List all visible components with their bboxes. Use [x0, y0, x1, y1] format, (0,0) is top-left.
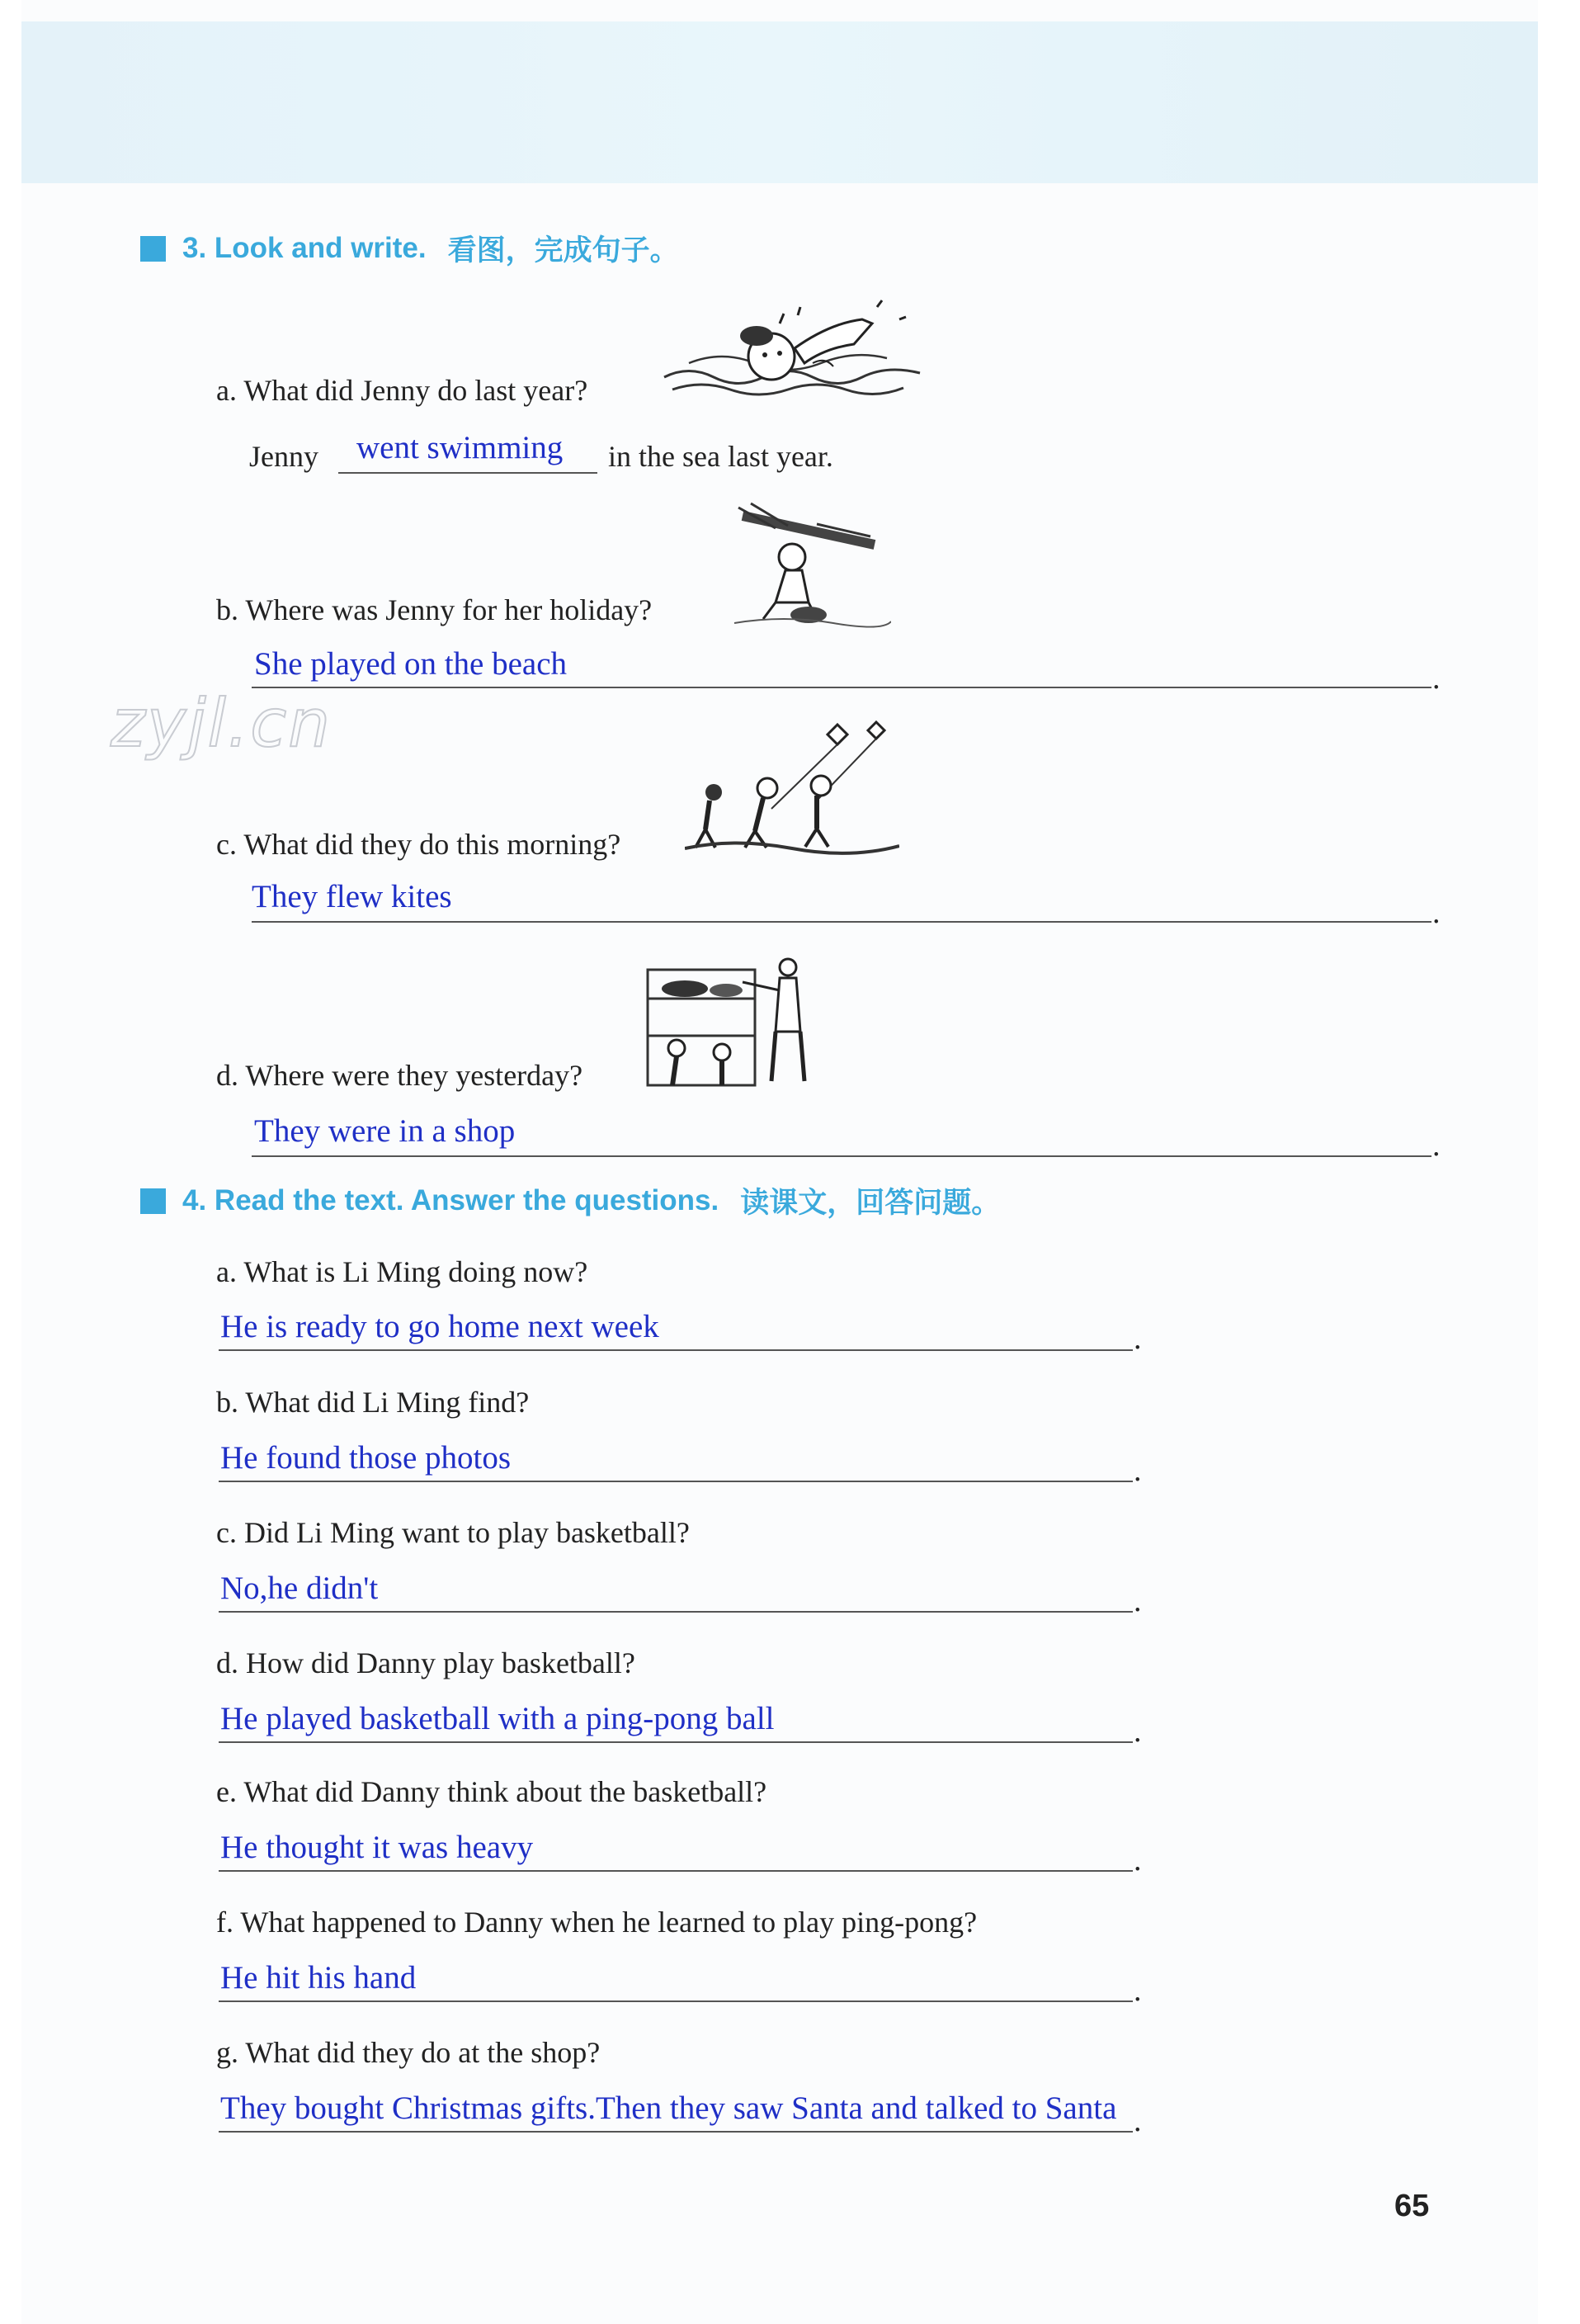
answer-4a: He is ready to go home next week — [220, 1309, 659, 1344]
answer-4c: No,he didn't — [220, 1571, 379, 1606]
period-4b: . — [1134, 1453, 1142, 1488]
answer-4e: He thought it was heavy — [220, 1830, 534, 1865]
answer-line-3a — [338, 472, 597, 474]
answer-line-4g — [219, 2131, 1133, 2133]
answer-line-3c — [252, 921, 1431, 923]
period-4d: . — [1134, 1714, 1142, 1749]
question-3d: d. Where were they yesterday? — [216, 1059, 583, 1092]
question-3c: c. What did they do this morning? — [216, 828, 621, 861]
answer-3c: They flew kites — [252, 879, 452, 914]
sentence-3a-suffix: in the sea last year. — [608, 440, 833, 473]
answer-line-3d — [252, 1155, 1431, 1157]
beach-digging-illustration — [726, 499, 891, 631]
question-4d: d. How did Danny play basketball? — [216, 1646, 635, 1679]
answer-4g: They bought Christmas gifts.Then they saw Santa and talked to Santa — [220, 2090, 1117, 2126]
watermark: zyjl.cn — [111, 685, 332, 762]
sentence-3a-prefix: Jenny — [249, 440, 318, 473]
section-3-title-cn: 看图，完成句子。 — [447, 234, 679, 267]
page-number: 65 — [1394, 2189, 1430, 2223]
answer-line-4c — [219, 1611, 1133, 1613]
period-4c: . — [1134, 1584, 1142, 1618]
answer-line-4f — [219, 2000, 1133, 2002]
period-4e: . — [1134, 1843, 1142, 1878]
answer-4d: He played basketball with a ping-pong ball — [220, 1701, 775, 1736]
period-3c: . — [1432, 895, 1441, 930]
section-3-heading — [140, 229, 679, 267]
answer-3a: went swimming — [356, 430, 564, 465]
answer-line-4b — [219, 1481, 1133, 1482]
kite-flying-illustration — [685, 718, 899, 858]
question-3b: b. Where was Jenny for her holiday? — [216, 593, 653, 626]
answer-3b: She played on the beach — [254, 646, 568, 682]
period-3d: . — [1432, 1128, 1441, 1163]
question-4f: f. What happened to Danny when he learned to play ping-pong? — [216, 1906, 978, 1939]
answer-line-3b — [252, 687, 1431, 688]
answer-3d: They were in a shop — [254, 1113, 516, 1149]
answer-4f: He hit his hand — [220, 1960, 417, 1996]
period-4a: . — [1134, 1321, 1142, 1356]
square-marker-icon — [140, 1188, 166, 1214]
period-4f: . — [1134, 1973, 1142, 2008]
question-4a: a. What is Li Ming doing now? — [216, 1255, 588, 1288]
answer-line-4d — [219, 1741, 1133, 1743]
answer-line-4e — [219, 1870, 1133, 1872]
square-marker-icon — [140, 236, 166, 262]
question-4g: g. What did they do at the shop? — [216, 2036, 601, 2069]
question-4e: e. What did Danny think about the basketball? — [216, 1775, 767, 1808]
section-3-title: 3. Look and write. — [182, 232, 427, 264]
period-4g: . — [1134, 2104, 1142, 2138]
swimming-girl-illustration — [656, 299, 928, 406]
period-3b: . — [1432, 661, 1441, 696]
question-4c: c. Did Li Ming want to play basketball? — [216, 1516, 690, 1549]
shop-scene-illustration — [644, 957, 809, 1089]
top-header-band — [21, 21, 1538, 183]
question-3a: a. What did Jenny do last year? — [216, 374, 588, 407]
answer-line-4a — [219, 1349, 1133, 1351]
question-4b: b. What did Li Ming find? — [216, 1386, 530, 1419]
section-4-title: 4. Read the text. Answer the questions. — [182, 1184, 719, 1216]
answer-4b: He found those photos — [220, 1440, 512, 1476]
section-4-heading — [140, 1182, 1000, 1220]
section-4-title-cn: 读课文，回答问题。 — [740, 1186, 1001, 1220]
